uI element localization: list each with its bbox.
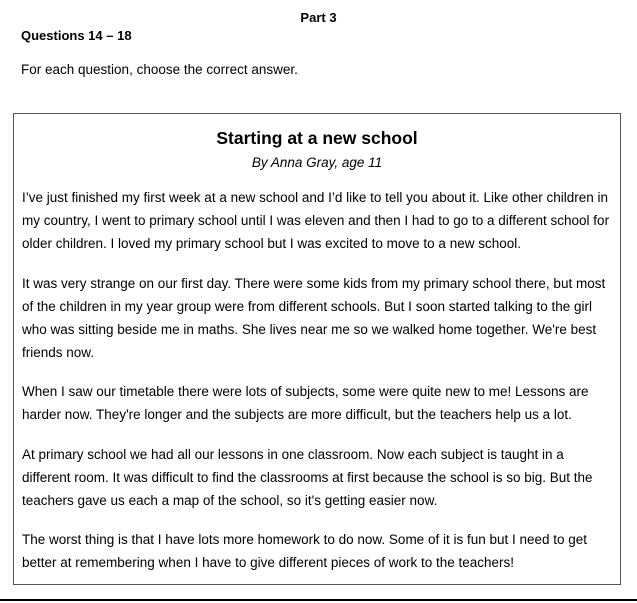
part-title: Part 3 [300,10,337,25]
instruction-text: For each question, choose the correct answer. [21,62,298,77]
article-box [13,113,621,585]
article-paragraph-3: When I saw our timetable there were lots of subjects, some were quite new to me! Lessons are harder now. They're longer and the subjects are more difficult, but the teachers help us a lot. [22,384,589,422]
article-paragraph-2: It was very strange on our first day. There were some kids from my primary school there, but most of the children in my year group were from different schools. But I soon started talking to the girl who was sitting beside me in maths. She lives near me so we walked home together. We're best friends now. [22,276,606,360]
article-title: Starting at a new school [216,128,418,148]
article-paragraph-4: At primary school we had all our lessons in one classroom. Now each subject is taught in a different room. It was difficult to find the classrooms at first because the school is so big. But the teachers gave us each a map of the school, so it's getting easier now. [22,447,593,508]
article-paragraph-1: I’ve just finished my first week at a new school and I’d like to tell you about it. Like other children in my country, I went to primary school until I was eleven and then I had to go to a different school for older children. I loved my primary school but I was excited to move to a new school. [22,190,610,251]
bottom-divider [0,599,637,601]
article-paragraph-5: The worst thing is that I have lots more homework to do now. Some of it is fun but I need to get better at remembering when I have to give different pieces of work to the teachers! [22,532,588,570]
questions-heading: Questions 14 – 18 [21,28,132,43]
article-byline: By Anna Gray, age 11 [251,155,383,170]
